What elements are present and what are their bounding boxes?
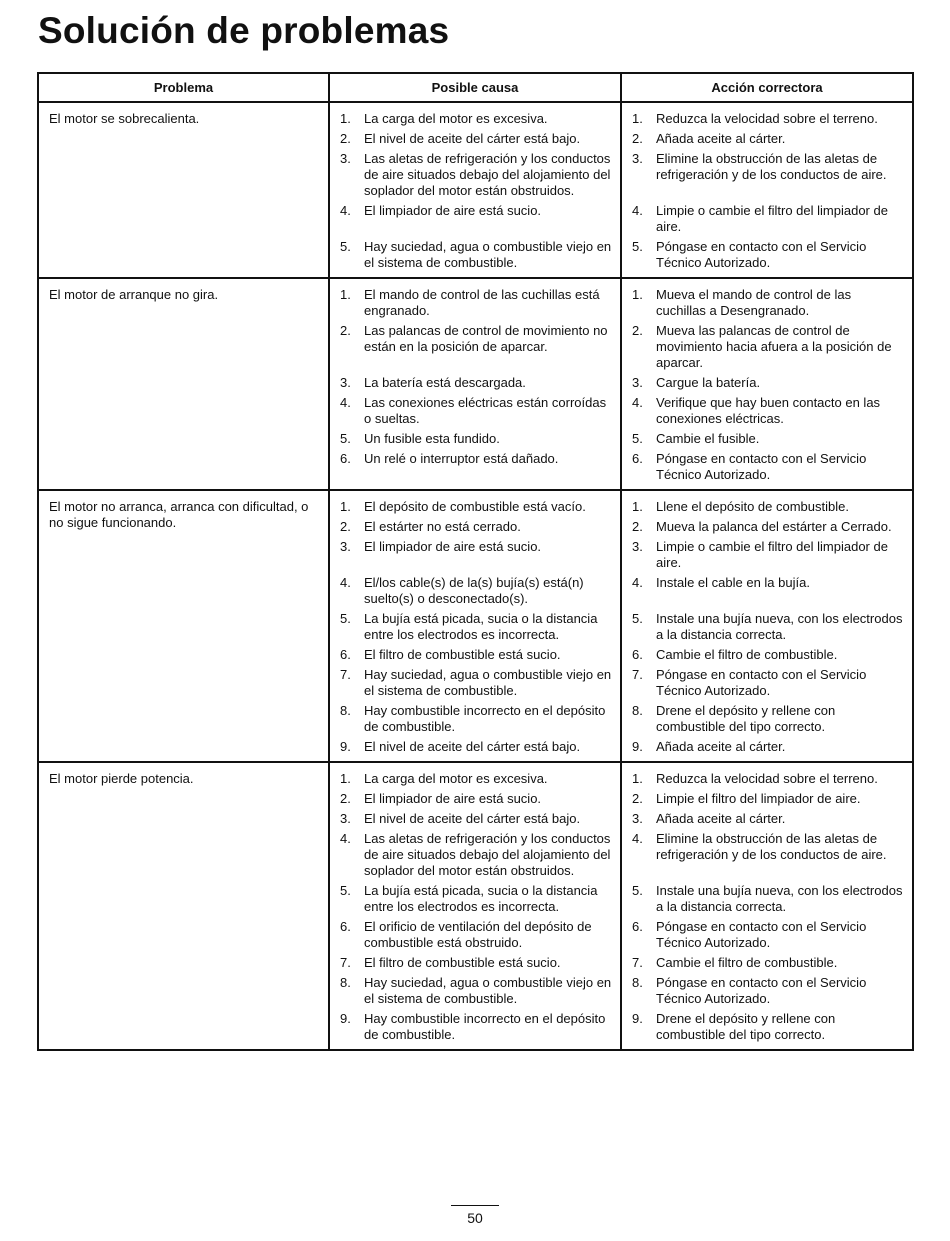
action-item — [632, 111, 904, 127]
action-item-number: 1. — [632, 771, 643, 786]
action-item-number: 9. — [632, 739, 643, 754]
cause-item-text: El filtro de combustible está sucio. — [364, 955, 561, 970]
problem-cell — [38, 102, 329, 278]
cause-item-number: 3. — [340, 375, 351, 390]
cause-item — [340, 287, 612, 319]
action-item-text: Mueva las palancas de control de movimiento hacia afuera a la posición de aparcar. — [656, 323, 892, 370]
action-item-text: Póngase en contacto con el Servicio Técnico Autorizado. — [656, 667, 867, 698]
cause-item — [340, 111, 612, 127]
action-item-text: Drene el depósito y rellene con combustible del tipo correcto. — [656, 703, 836, 734]
action-item — [632, 611, 904, 643]
action-cell — [621, 102, 913, 278]
cause-item — [340, 519, 612, 535]
cause-item-text: Las palancas de control de movimiento no están en la posición de aparcar. — [364, 323, 608, 354]
action-item-text: Instale el cable en la bujía. — [656, 575, 810, 590]
page-number-rule — [451, 1205, 499, 1206]
cause-item — [340, 499, 612, 515]
action-item-text: Añada aceite al cárter. — [656, 739, 786, 754]
cause-item-number: 5. — [340, 431, 351, 446]
cause-item-text: El mando de control de las cuchillas está engranado. — [364, 287, 600, 318]
action-item-number: 2. — [632, 519, 643, 534]
action-item — [632, 791, 904, 807]
action-item — [632, 131, 904, 147]
cause-item — [340, 539, 612, 571]
cause-item — [340, 151, 612, 199]
cause-item-number: 4. — [340, 203, 351, 218]
action-item-number: 5. — [632, 611, 643, 626]
cause-item-text: El orificio de ventilación del depósito de combustible está obstruido. — [364, 919, 592, 950]
cause-item-text: La carga del motor es excesiva. — [364, 771, 548, 786]
cause-item-number: 9. — [340, 1011, 351, 1026]
problem-text: El motor pierde potencia. — [49, 771, 194, 786]
header-problem: Problema — [38, 73, 329, 102]
cause-item-text: Hay combustible incorrecto en el depósito de combustible. — [364, 1011, 606, 1042]
action-item-number: 3. — [632, 539, 643, 554]
cause-cell — [329, 762, 621, 1050]
cause-item — [340, 703, 612, 735]
action-item — [632, 151, 904, 199]
action-item — [632, 323, 904, 371]
cause-item-number: 2. — [340, 131, 351, 146]
table-header-row — [38, 73, 913, 102]
action-item-text: Limpie o cambie el filtro del limpiador de aire. — [656, 203, 888, 234]
action-item-text: Póngase en contacto con el Servicio Técnico Autorizado. — [656, 239, 867, 270]
header-action: Acción correctora — [621, 73, 913, 102]
cause-item-number: 5. — [340, 883, 351, 898]
cause-item — [340, 739, 612, 755]
cause-item-number: 9. — [340, 739, 351, 754]
action-item — [632, 955, 904, 971]
table-row — [38, 762, 913, 1050]
action-item-number: 7. — [632, 667, 643, 682]
problem-cell — [38, 490, 329, 762]
action-item-text: Cargue la batería. — [656, 375, 761, 390]
problem-text: El motor de arranque no gira. — [49, 287, 219, 302]
cause-item-text: Hay suciedad, agua o combustible viejo en el sistema de combustible. — [364, 975, 612, 1006]
cause-item — [340, 771, 612, 787]
action-item — [632, 883, 904, 915]
cause-item — [340, 451, 612, 483]
action-cell — [621, 490, 913, 762]
cause-item-number: 6. — [340, 647, 351, 662]
action-item-number: 5. — [632, 431, 643, 446]
cause-item-number: 7. — [340, 955, 351, 970]
action-item-text: Instale una bujía nueva, con los electrodos a la distancia correcta. — [656, 883, 903, 914]
action-item — [632, 395, 904, 427]
action-item — [632, 203, 904, 235]
action-item-text: Mueva la palanca del estárter a Cerrado. — [656, 519, 892, 534]
cause-item — [340, 811, 612, 827]
cause-item-text: El nivel de aceite del cárter está bajo. — [364, 131, 581, 146]
action-item — [632, 499, 904, 515]
troubleshooting-table — [37, 72, 914, 1051]
cause-item — [340, 1011, 612, 1043]
action-item-number: 6. — [632, 451, 643, 466]
cause-item-text: La batería está descargada. — [364, 375, 526, 390]
cause-item — [340, 323, 612, 371]
cause-item — [340, 575, 612, 607]
cause-item-text: El filtro de combustible está sucio. — [364, 647, 561, 662]
cause-item-number: 1. — [340, 287, 351, 302]
action-item-number: 4. — [632, 831, 643, 846]
cause-item-number: 8. — [340, 703, 351, 718]
action-item — [632, 647, 904, 663]
cause-item — [340, 975, 612, 1007]
cause-item-number: 2. — [340, 323, 351, 338]
action-item-text: Elimine la obstrucción de las aletas de refrigeración y de los conductos de aire. — [656, 151, 887, 182]
action-item-number: 1. — [632, 287, 643, 302]
cause-item-text: Hay suciedad, agua o combustible viejo en el sistema de combustible. — [364, 239, 612, 270]
action-item-text: Elimine la obstrucción de las aletas de refrigeración y de los conductos de aire. — [656, 831, 887, 862]
cause-item-text: La bujía está picada, sucia o la distancia entre los electrodos es incorrecta. — [364, 611, 598, 642]
action-item-number: 4. — [632, 395, 643, 410]
cause-item-number: 4. — [340, 395, 351, 410]
cause-item — [340, 431, 612, 447]
cause-item-text: El estárter no está cerrado. — [364, 519, 521, 534]
cause-item-text: El limpiador de aire está sucio. — [364, 791, 542, 806]
action-item — [632, 831, 904, 879]
action-item-number: 8. — [632, 703, 643, 718]
action-item — [632, 703, 904, 735]
action-item-number: 7. — [632, 955, 643, 970]
cause-item-text: La carga del motor es excesiva. — [364, 111, 548, 126]
cause-item-number: 5. — [340, 239, 351, 254]
action-item — [632, 239, 904, 271]
cause-item — [340, 131, 612, 147]
action-item-number: 2. — [632, 323, 643, 338]
action-item-number: 2. — [632, 791, 643, 806]
action-item-text: Póngase en contacto con el Servicio Técnico Autorizado. — [656, 919, 867, 950]
cause-item — [340, 883, 612, 915]
cause-item-text: El limpiador de aire está sucio. — [364, 203, 542, 218]
cause-item-number: 5. — [340, 611, 351, 626]
cause-cell — [329, 278, 621, 490]
action-cell — [621, 278, 913, 490]
cause-cell — [329, 490, 621, 762]
action-item — [632, 919, 904, 951]
cause-item-text: Las conexiones eléctricas están corroídas o sueltas. — [364, 395, 607, 426]
cause-item-number: 7. — [340, 667, 351, 682]
cause-item-number: 6. — [340, 919, 351, 934]
action-item — [632, 771, 904, 787]
action-item-number: 3. — [632, 151, 643, 166]
cause-item — [340, 647, 612, 663]
action-item-text: Póngase en contacto con el Servicio Técnico Autorizado. — [656, 975, 867, 1006]
action-item-text: Limpie el filtro del limpiador de aire. — [656, 791, 861, 806]
action-item-text: Cambie el filtro de combustible. — [656, 955, 838, 970]
cause-item — [340, 955, 612, 971]
cause-item-text: Las aletas de refrigeración y los conductos de aire situados debajo del alojamiento del soplador del motor están obstruidos. — [364, 151, 611, 198]
action-item — [632, 739, 904, 755]
action-item-text: Limpie o cambie el filtro del limpiador de aire. — [656, 539, 888, 570]
cause-item — [340, 203, 612, 235]
action-item — [632, 539, 904, 571]
cause-item-text: El depósito de combustible está vacío. — [364, 499, 586, 514]
action-item-number: 3. — [632, 375, 643, 390]
cause-item-number: 3. — [340, 151, 351, 166]
action-item — [632, 667, 904, 699]
cause-item-text: El/los cable(s) de la(s) bujía(s) está(n) suelto(s) o desconectado(s). — [364, 575, 584, 606]
page-title: Solución de problemas — [38, 10, 450, 51]
cause-item-number: 1. — [340, 499, 351, 514]
cause-item — [340, 831, 612, 879]
action-item-text: Mueva el mando de control de las cuchillas a Desengranado. — [656, 287, 852, 318]
cause-item-number: 3. — [340, 811, 351, 826]
cause-item-number: 4. — [340, 575, 351, 590]
cause-item-text: La bujía está picada, sucia o la distancia entre los electrodos es incorrecta. — [364, 883, 598, 914]
action-item-number: 5. — [632, 883, 643, 898]
problem-text: El motor se sobrecalienta. — [49, 111, 200, 126]
action-item-number: 8. — [632, 975, 643, 990]
action-item-number: 9. — [632, 1011, 643, 1026]
cause-item-text: Hay combustible incorrecto en el depósito de combustible. — [364, 703, 606, 734]
cause-item-number: 8. — [340, 975, 351, 990]
cause-item-text: El nivel de aceite del cárter está bajo. — [364, 739, 581, 754]
action-item — [632, 287, 904, 319]
cause-item-text: El limpiador de aire está sucio. — [364, 539, 542, 554]
table-row — [38, 278, 913, 490]
cause-item-number: 1. — [340, 771, 351, 786]
action-item-number: 1. — [632, 499, 643, 514]
action-item — [632, 1011, 904, 1043]
action-item-text: Drene el depósito y rellene con combustible del tipo correcto. — [656, 1011, 836, 1042]
action-item-number: 4. — [632, 203, 643, 218]
action-item-number: 2. — [632, 131, 643, 146]
action-item-text: Verifique que hay buen contacto en las conexiones eléctricas. — [656, 395, 881, 426]
action-item-text: Reduzca la velocidad sobre el terreno. — [656, 111, 878, 126]
cause-item-text: Hay suciedad, agua o combustible viejo en el sistema de combustible. — [364, 667, 612, 698]
cause-item — [340, 375, 612, 391]
action-item — [632, 375, 904, 391]
table-row — [38, 490, 913, 762]
action-item-text: Llene el depósito de combustible. — [656, 499, 849, 514]
action-item-text: Reduzca la velocidad sobre el terreno. — [656, 771, 878, 786]
action-item-text: Cambie el filtro de combustible. — [656, 647, 838, 662]
problem-cell — [38, 278, 329, 490]
cause-item-number: 2. — [340, 791, 351, 806]
cause-item — [340, 919, 612, 951]
action-item-text: Instale una bujía nueva, con los electrodos a la distancia correcta. — [656, 611, 903, 642]
page-number: 50 — [467, 1210, 483, 1226]
cause-item-number: 2. — [340, 519, 351, 534]
action-item — [632, 575, 904, 607]
action-item-text: Póngase en contacto con el Servicio Técnico Autorizado. — [656, 451, 867, 482]
cause-item-number: 1. — [340, 111, 351, 126]
action-item — [632, 975, 904, 1007]
action-item-number: 4. — [632, 575, 643, 590]
cause-item-text: Las aletas de refrigeración y los conductos de aire situados debajo del alojamiento del soplador del motor están obstruidos. — [364, 831, 611, 878]
cause-item — [340, 611, 612, 643]
action-item-number: 1. — [632, 111, 643, 126]
action-cell — [621, 762, 913, 1050]
cause-item-number: 4. — [340, 831, 351, 846]
cause-item — [340, 239, 612, 271]
cause-cell — [329, 102, 621, 278]
problem-cell — [38, 762, 329, 1050]
action-item-text: Añada aceite al cárter. — [656, 811, 786, 826]
cause-item-number: 6. — [340, 451, 351, 466]
table-row — [38, 102, 913, 278]
action-item-number: 3. — [632, 811, 643, 826]
header-cause: Posible causa — [329, 73, 621, 102]
cause-item — [340, 791, 612, 807]
cause-item-text: El nivel de aceite del cárter está bajo. — [364, 811, 581, 826]
action-item — [632, 519, 904, 535]
problem-text: El motor no arranca, arranca con dificultad, o no sigue funcionando. — [49, 499, 309, 530]
action-item-number: 6. — [632, 647, 643, 662]
action-item — [632, 431, 904, 447]
cause-item — [340, 395, 612, 427]
cause-item-text: Un relé o interruptor está dañado. — [364, 451, 559, 466]
action-item — [632, 811, 904, 827]
action-item-text: Añada aceite al cárter. — [656, 131, 786, 146]
action-item — [632, 451, 904, 483]
cause-item — [340, 667, 612, 699]
cause-item-text: Un fusible esta fundido. — [364, 431, 500, 446]
action-item-text: Cambie el fusible. — [656, 431, 760, 446]
action-item-number: 6. — [632, 919, 643, 934]
cause-item-number: 3. — [340, 539, 351, 554]
action-item-number: 5. — [632, 239, 643, 254]
